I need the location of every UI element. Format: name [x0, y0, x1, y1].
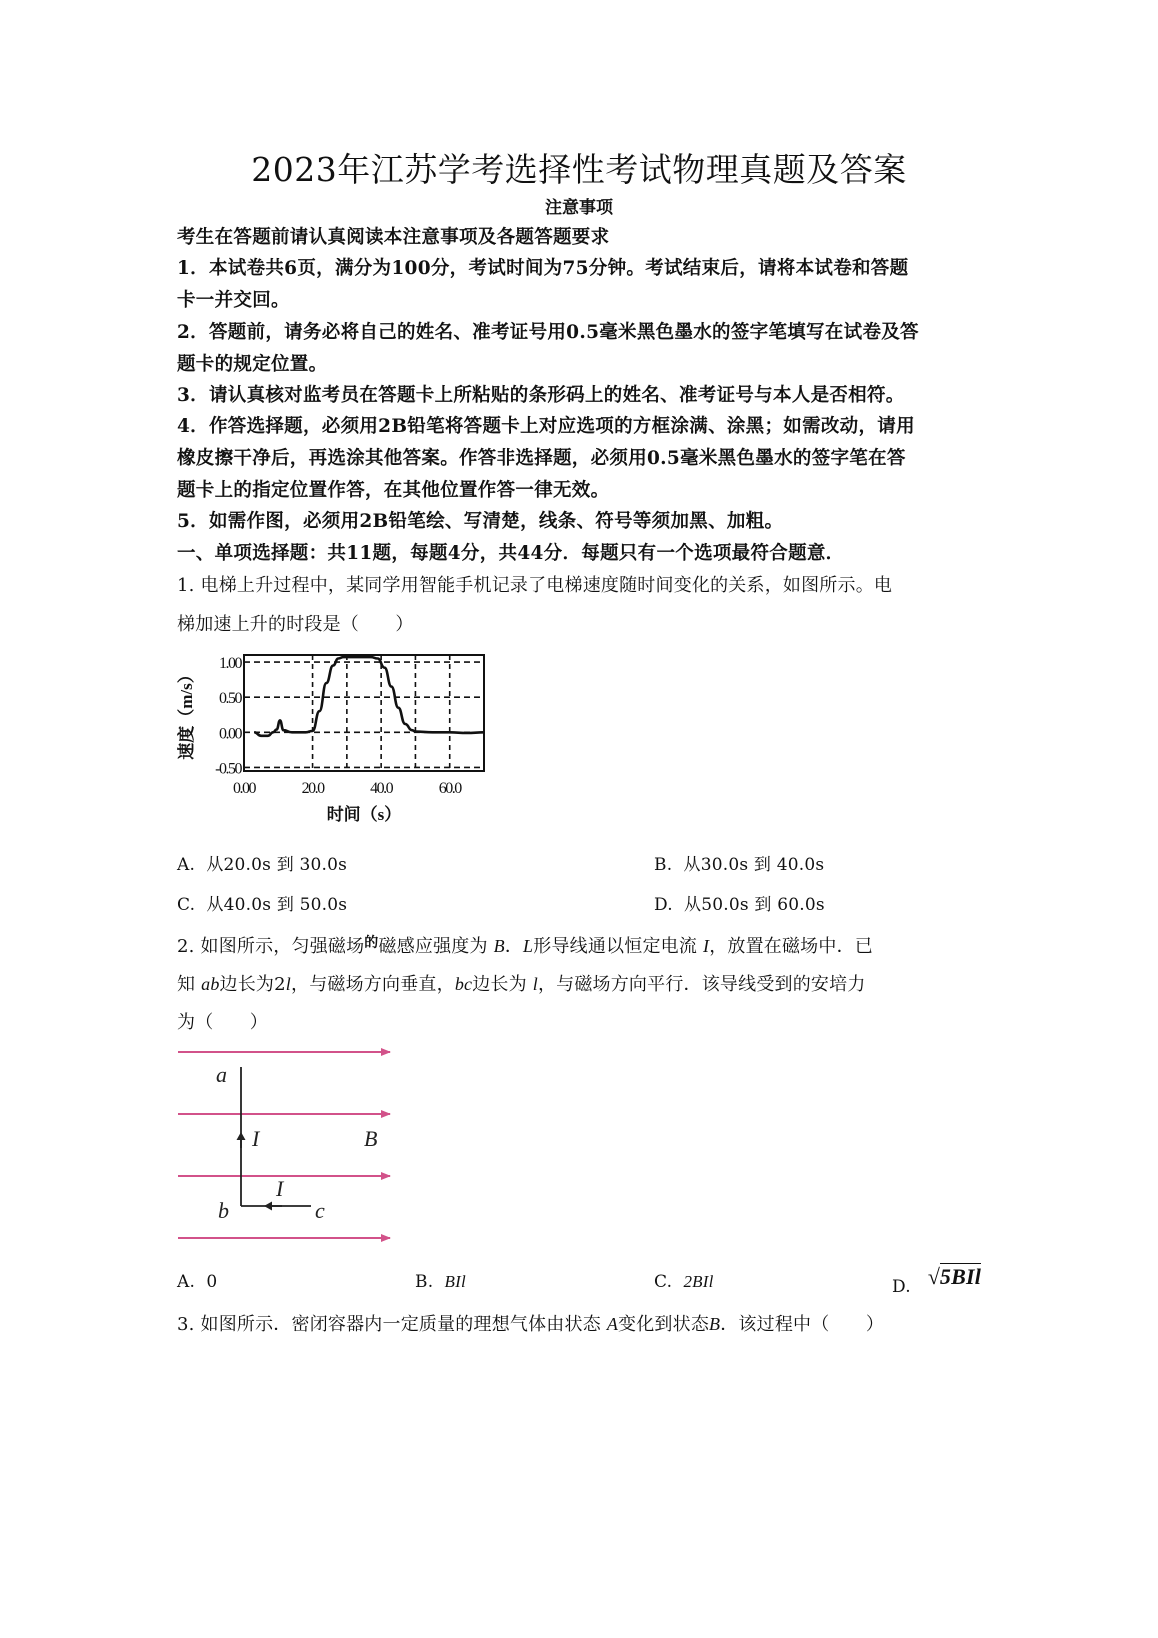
- label-I-vertical: I: [252, 1126, 260, 1151]
- notice-2-line-2: 题卡的规定位置。: [177, 354, 328, 375]
- notice-1-line-1: 1．本试卷共6页，满分为100分，考试时间为75分钟。考试结束后，请将本试卷和答题: [177, 258, 909, 279]
- q2-stem-line-1: [177, 932, 873, 958]
- q2-option-c-label: C.: [654, 1272, 673, 1292]
- q1-option-c[interactable]: [177, 890, 347, 915]
- q1-option-c-text: 从40.0s 到 50.0s: [206, 895, 348, 915]
- q3-text: 3. 如图所示．密闭容器内一定质量的理想气体由状态: [177, 1314, 601, 1335]
- q2-text: 2. 如图所示，匀强磁场: [177, 936, 365, 957]
- q1-option-d[interactable]: [654, 890, 825, 915]
- notice-1-line-2: 卡一并交回。: [177, 290, 290, 311]
- q1-option-d-label: D.: [654, 895, 673, 915]
- q2-option-b[interactable]: [415, 1272, 466, 1292]
- q2-option-d[interactable]: [892, 1264, 981, 1297]
- q2-option-d-text: 5BIl: [939, 1264, 982, 1289]
- label-b: b: [218, 1198, 229, 1223]
- y-tick-label: 1.00: [219, 655, 241, 673]
- symbol-I: I: [702, 936, 710, 956]
- q3-text: ．该过程中（ ）: [720, 1314, 885, 1335]
- q2-text: 形导线通以恒定电流: [533, 936, 698, 957]
- q1-option-b[interactable]: [654, 850, 824, 875]
- q2-text: ，与磁场方向平行．该导线受到的安培力: [537, 974, 866, 995]
- q2-text: 边长为: [472, 974, 527, 995]
- sqrt-icon: √: [927, 1264, 940, 1289]
- q2-stem-line-2: [177, 970, 866, 996]
- q1-option-b-text: 从30.0s 到 40.0s: [683, 855, 825, 875]
- q2-text: ，放置在磁场中．已: [709, 936, 873, 957]
- y-axis-label: 速度（m/s）: [177, 666, 196, 760]
- symbol-B: B: [493, 936, 505, 956]
- q2-option-d-label: D.: [892, 1277, 911, 1297]
- q2-text: 边长为2: [219, 974, 286, 995]
- chart-frame: [244, 655, 484, 771]
- symbol-A: A: [606, 1314, 619, 1334]
- q1-option-c-label: C.: [177, 895, 196, 915]
- velocity-time-chart: [172, 645, 502, 830]
- q2-option-c-text: 2BIl: [683, 1272, 714, 1291]
- symbol-l: l: [285, 974, 291, 994]
- notice-4-line-3: 题卡上的指定位置作答，在其他位置作答一律无效。: [177, 480, 610, 501]
- label-a: a: [216, 1062, 227, 1087]
- q3-stem: [177, 1310, 884, 1336]
- notice-4-line-2: 橡皮擦干净后，再选涂其他答案。作答非选择题，必须用0.5毫米黑色墨水的签字笔在答: [177, 448, 906, 469]
- q2-text: ，与磁场方向垂直，: [291, 974, 455, 995]
- y-tick-label: 0.00: [219, 725, 241, 743]
- q2-option-a[interactable]: [177, 1272, 217, 1292]
- q2-option-c[interactable]: [654, 1272, 714, 1292]
- y-tick-label: -0.50: [215, 760, 241, 778]
- notice-3: 3．请认真核对监考员在答题卡上所粘贴的条形码上的姓名、准考证号与本人是否相符。: [177, 385, 905, 406]
- notice-heading: 注意事项: [545, 198, 613, 218]
- q2-stem-line-3: 为（ ）: [177, 1012, 268, 1033]
- x-tick-label: 20.0: [301, 780, 324, 797]
- document-title: 2023年江苏学考选择性考试物理真题及答案: [251, 150, 907, 189]
- chart-grid: [244, 655, 484, 771]
- notice-intro: 考生在答题前请认真阅读本注意事项及各题答题要求: [177, 227, 610, 248]
- label-B: B: [364, 1126, 378, 1151]
- label-c: c: [315, 1198, 325, 1223]
- magnetic-field-figure: [172, 1038, 402, 1248]
- x-axis-label: 时间（s）: [326, 805, 402, 824]
- q1-option-a-text: 从20.0s 到 30.0s: [206, 855, 348, 875]
- symbol-B: B: [709, 1314, 721, 1334]
- q1-option-d-text: 从50.0s 到 60.0s: [684, 895, 825, 915]
- symbol-bc: bc: [454, 974, 473, 994]
- q2-option-a-text: 0: [206, 1272, 218, 1292]
- q3-text: 变化到状态: [618, 1314, 710, 1335]
- symbol-ab: ab: [201, 974, 220, 994]
- q1-stem-line-2: 梯加速上升的时段是（ ）: [177, 614, 414, 635]
- x-tick-label: 60.0: [438, 780, 461, 797]
- section-heading: 一、单项选择题：共11题，每题4分，共44分．每题只有一个选项最符合题意．: [177, 543, 845, 564]
- notice-2-line-1: 2．答题前，请务必将自己的姓名、准考证号用0.5毫米黑色墨水的签字笔填写在试卷及答: [177, 322, 919, 343]
- x-tick-label: 40.0: [370, 780, 393, 797]
- q1-option-a[interactable]: [177, 850, 347, 875]
- q2-option-a-label: A.: [177, 1272, 196, 1292]
- q1-option-a-label: A.: [177, 855, 196, 875]
- notice-4-line-1: 4．作答选择题，必须用2B铅笔将答题卡上对应选项的方框涂满、涂黑；如需改动，请用: [177, 416, 915, 437]
- q2-option-b-text: BIl: [444, 1272, 466, 1291]
- symbol-L: L: [523, 936, 534, 956]
- q1-option-b-label: B.: [654, 855, 673, 875]
- label-I-horizontal: I: [276, 1176, 284, 1201]
- q2-text: 知: [177, 974, 196, 995]
- y-tick-label: 0.50: [219, 690, 241, 708]
- q2-text: ．: [504, 936, 524, 957]
- x-tick-label: 0.00: [233, 780, 255, 797]
- symbol-l: l: [532, 974, 538, 994]
- q2-option-b-label: B.: [415, 1272, 434, 1292]
- q2-text-sup: 的: [364, 935, 379, 951]
- q2-text: 磁感应强度为: [378, 936, 488, 957]
- notice-5: 5．如需作图，必须用2B铅笔绘、写清楚，线条、符号等须加黑、加粗。: [177, 511, 784, 532]
- q1-stem-line-1: 1. 电梯上升过程中，某同学用智能手机记录了电梯速度随时间变化的关系，如图所示。电: [177, 575, 893, 596]
